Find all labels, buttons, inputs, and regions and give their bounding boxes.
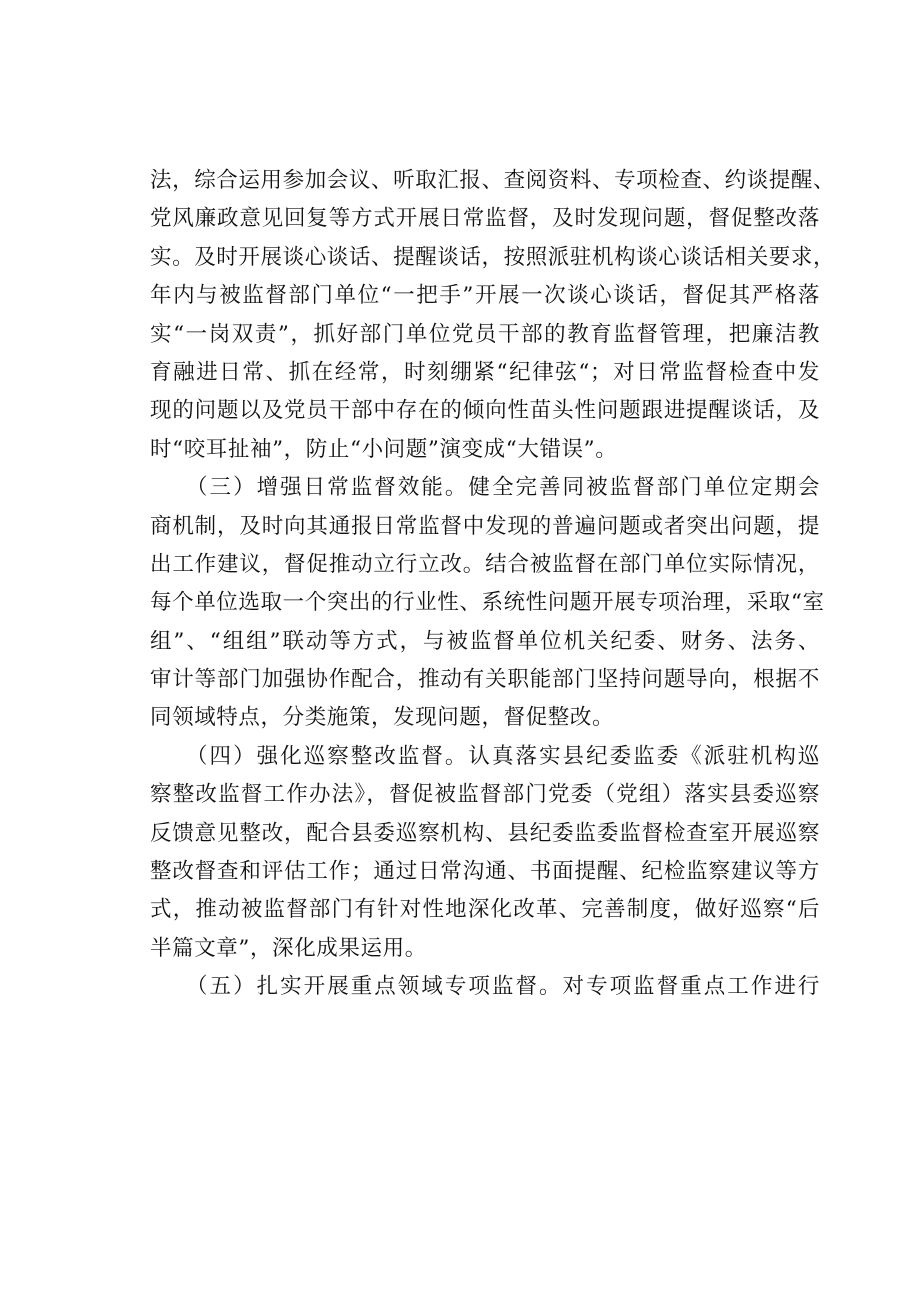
text-line: 审计等部门加强协作配合，推动有关职能部门坚持问题导向，根据不	[150, 667, 820, 693]
text-line: 时“咬耳扯袖”，防止“小问题”演变成“大错误”。	[150, 436, 618, 462]
text-line: 出工作建议，督促推动立行立改。结合被监督在部门单位实际情况，	[150, 551, 820, 577]
section-heading-line: （五）扎实开展重点领域专项监督。对专项监督重点工作进行	[186, 974, 820, 1000]
text-line: 组”、“组组”联动等方式，与被监督单位机关纪委、财务、法务、	[150, 628, 820, 654]
paragraph-section-3	[150, 469, 825, 738]
body-text	[150, 162, 836, 1007]
text-line: 法，综合运用参加会议、听取汇报、查阅资料、专项检查、约谈提醒、	[150, 168, 836, 193]
section-heading-line: （四）强化巡察整改监督。认真落实县纪委监委《派驻机构巡	[186, 743, 820, 769]
text-line: 实。及时开展谈心谈话、提醒谈话，按照派驻机构谈心谈话相关要求，	[150, 244, 836, 270]
text-line: 反馈意见整改，配合县委巡察机构、县纪委监委监督检查室开展巡察	[150, 820, 820, 846]
text-line: 党风廉政意见回复等方式开展日常监督，及时发现问题，督促整改落	[150, 206, 820, 232]
paragraph-section-4	[150, 738, 820, 968]
text-line: 半篇文章”，深化成果运用。	[150, 935, 427, 961]
text-line: 同领域特点，分类施策，发现问题，督促整改。	[150, 705, 615, 731]
text-line: 每个单位选取一个突出的行业性、系统性问题开展专项治理，采取“室	[150, 590, 825, 616]
text-line: 商机制，及时向其通报日常监督中发现的普遍问题或者突出问题，提	[150, 513, 820, 539]
text-line: 式，推动被监督部门有针对性地深化改革、完善制度，做好巡察“后	[150, 897, 820, 923]
section-heading-line: （三）增强日常监督效能。健全完善同被监督部门单位定期会	[186, 475, 820, 501]
paragraph-continued	[150, 162, 836, 469]
text-line: 实“一岗双责”，抓好部门单位党员干部的教育监督管理，把廉洁教	[150, 321, 820, 347]
text-line: 年内与被监督部门单位“一把手”开展一次谈心谈话，督促其严格落	[150, 283, 820, 309]
paragraph-section-5	[150, 968, 820, 1006]
text-line: 育融进日常、抓在经常，时刻绷紧“纪律弦“；对日常监督检查中发	[150, 359, 820, 385]
text-line: 察整改监督工作办法》，督促被监督部门党委（党组）落实县委巡察	[150, 782, 820, 808]
text-line: 整改督查和评估工作；通过日常沟通、书面提醒、纪检监察建议等方	[150, 859, 820, 885]
text-line: 现的问题以及党员干部中存在的倾向性苗头性问题跟进提醒谈话，及	[150, 398, 820, 424]
